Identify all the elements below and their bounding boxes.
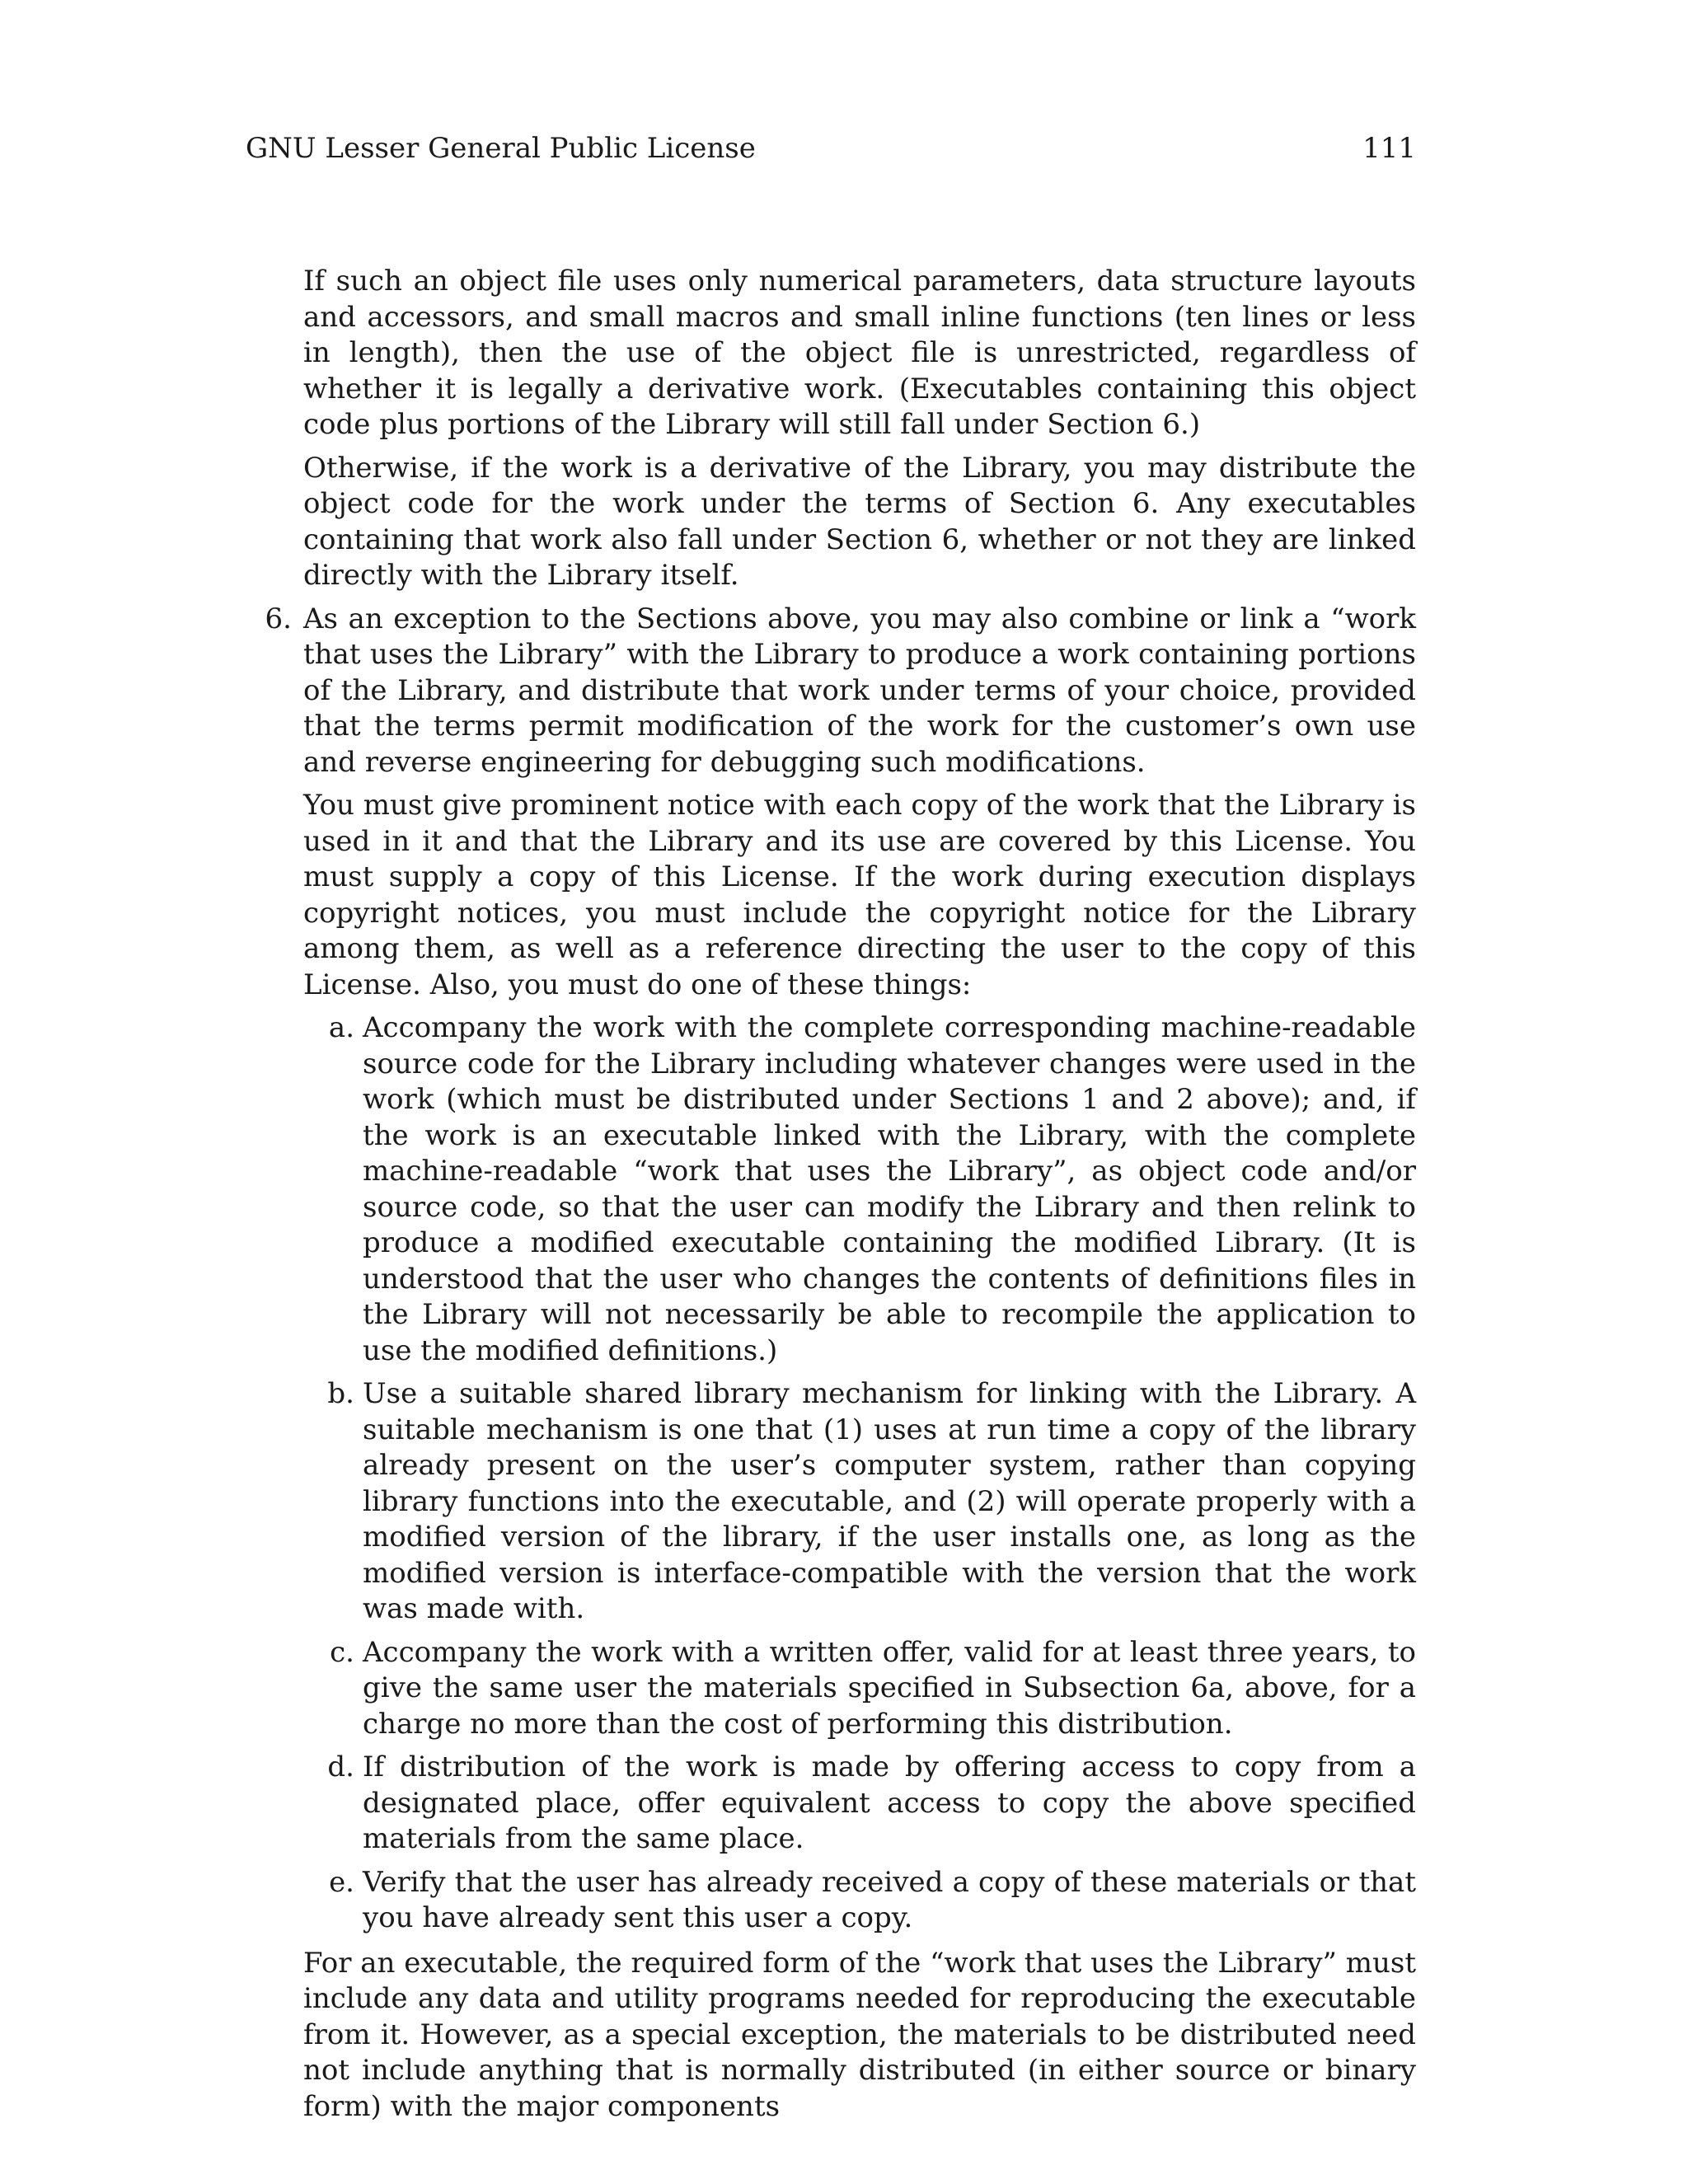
sub-item-marker: e. xyxy=(329,1865,354,1899)
running-header xyxy=(246,128,1416,169)
license-body xyxy=(265,264,1416,2132)
list-marker: 6. xyxy=(265,602,292,635)
sub-item-text: Accompany the work with a written offer, valid for at least three years, to give the same user the materials specified in Subsection 6a, above, for a charge no more than the cost of performing this distribution. xyxy=(363,1635,1416,1741)
sub-list xyxy=(303,1010,1416,1937)
header-title: GNU Lesser General Public License xyxy=(246,132,756,165)
paragraph-executable-form: For an executable, the required form of the “work that uses the Library” must include any data and utility programs needed for reproducing the executable from it. However, as a special exception, the materials to be distributed need not include anything that is normally distributed (in either source or binary form) with the major components xyxy=(303,1946,1416,2123)
sub-item-text: Verify that the user has already received a copy of these materials or that you have already sent this user a copy. xyxy=(363,1865,1416,1934)
sub-item-marker: a. xyxy=(328,1011,354,1044)
sub-item-c xyxy=(330,1635,1416,1743)
sub-item-d xyxy=(327,1750,1416,1858)
sub-item-marker: b. xyxy=(327,1377,354,1410)
paragraph-derivative-work: Otherwise, if the work is a derivative of the Library, you may distribute the object code for the work under the terms of Section 6. Any executables containing that work also fall under Section 6, whether or not they are linked directly with the Library itself. xyxy=(303,451,1416,592)
sub-item-text: If distribution of the work is made by offering access to copy from a designated place, offer equivalent access to copy the above specified materials from the same place. xyxy=(363,1750,1416,1855)
sub-item-b xyxy=(327,1376,1416,1628)
paragraph-prominent-notice: You must give prominent notice with each copy of the work that the Library is used in it and that the Library and its use are covered by this License. You must supply a copy of this License. If the work during execution displays copyright notices, you must include the copyright notice for the Library among them, as well as a reference directing the user to the copy of this License. Also, you must do one of these things: xyxy=(303,789,1416,1001)
page-number: 111 xyxy=(1362,132,1416,165)
sub-item-text: Use a suitable shared library mechanism for linking with the Library. A suitable mechanism is one that (1) uses at run time a copy of the library already present on the user’s computer system, rather than copying library functions into the executable, and (2) will operate properly with a modified version of the library, if the user installs one, as long as the modified version is interface-compatible with the version that the work was made with. xyxy=(363,1377,1416,1625)
sub-item-text: Accompany the work with the complete corresponding machine-readable source code for the Library including whatever changes were used in the work (which must be distributed under Sections 1 and 2 above); and, if the work is an executable linked with the Library, with the complete machine-readable “work that uses the Library”, as object code and/or source code, so that the user can modify the Library and then relink to produce a modified executable containing the modified Library. (It is understood that the user who changes the contents of definitions files in the Library will not necessarily be able to recompile the application to use the modified definitions.) xyxy=(363,1011,1416,1367)
paragraph-object-file: If such an object file uses only numerical parameters, data structure layouts and accessors, and small macros and small inline functions (ten lines or less in length), then the use of the object file is unrestricted, regardless of whether it is legally a derivative work. (Executables containing this object code plus portions of the Library will still fall under Section 6.) xyxy=(303,265,1416,441)
sub-item-e xyxy=(329,1865,1416,1937)
sub-item-marker: d. xyxy=(327,1750,354,1783)
list-item-section-6 xyxy=(265,602,1416,781)
sub-item-marker: c. xyxy=(330,1635,354,1669)
list-item-text: As an exception to the Sections above, you may also combine or link a “work that uses the Library” with the Library to produce a work containing portions of the Library, and distribute that work under terms of your choice, provided that the terms permit modification of the work for the customer’s own use and reverse engineering for debugging such modifications. xyxy=(303,602,1416,779)
sub-item-a xyxy=(328,1010,1416,1369)
